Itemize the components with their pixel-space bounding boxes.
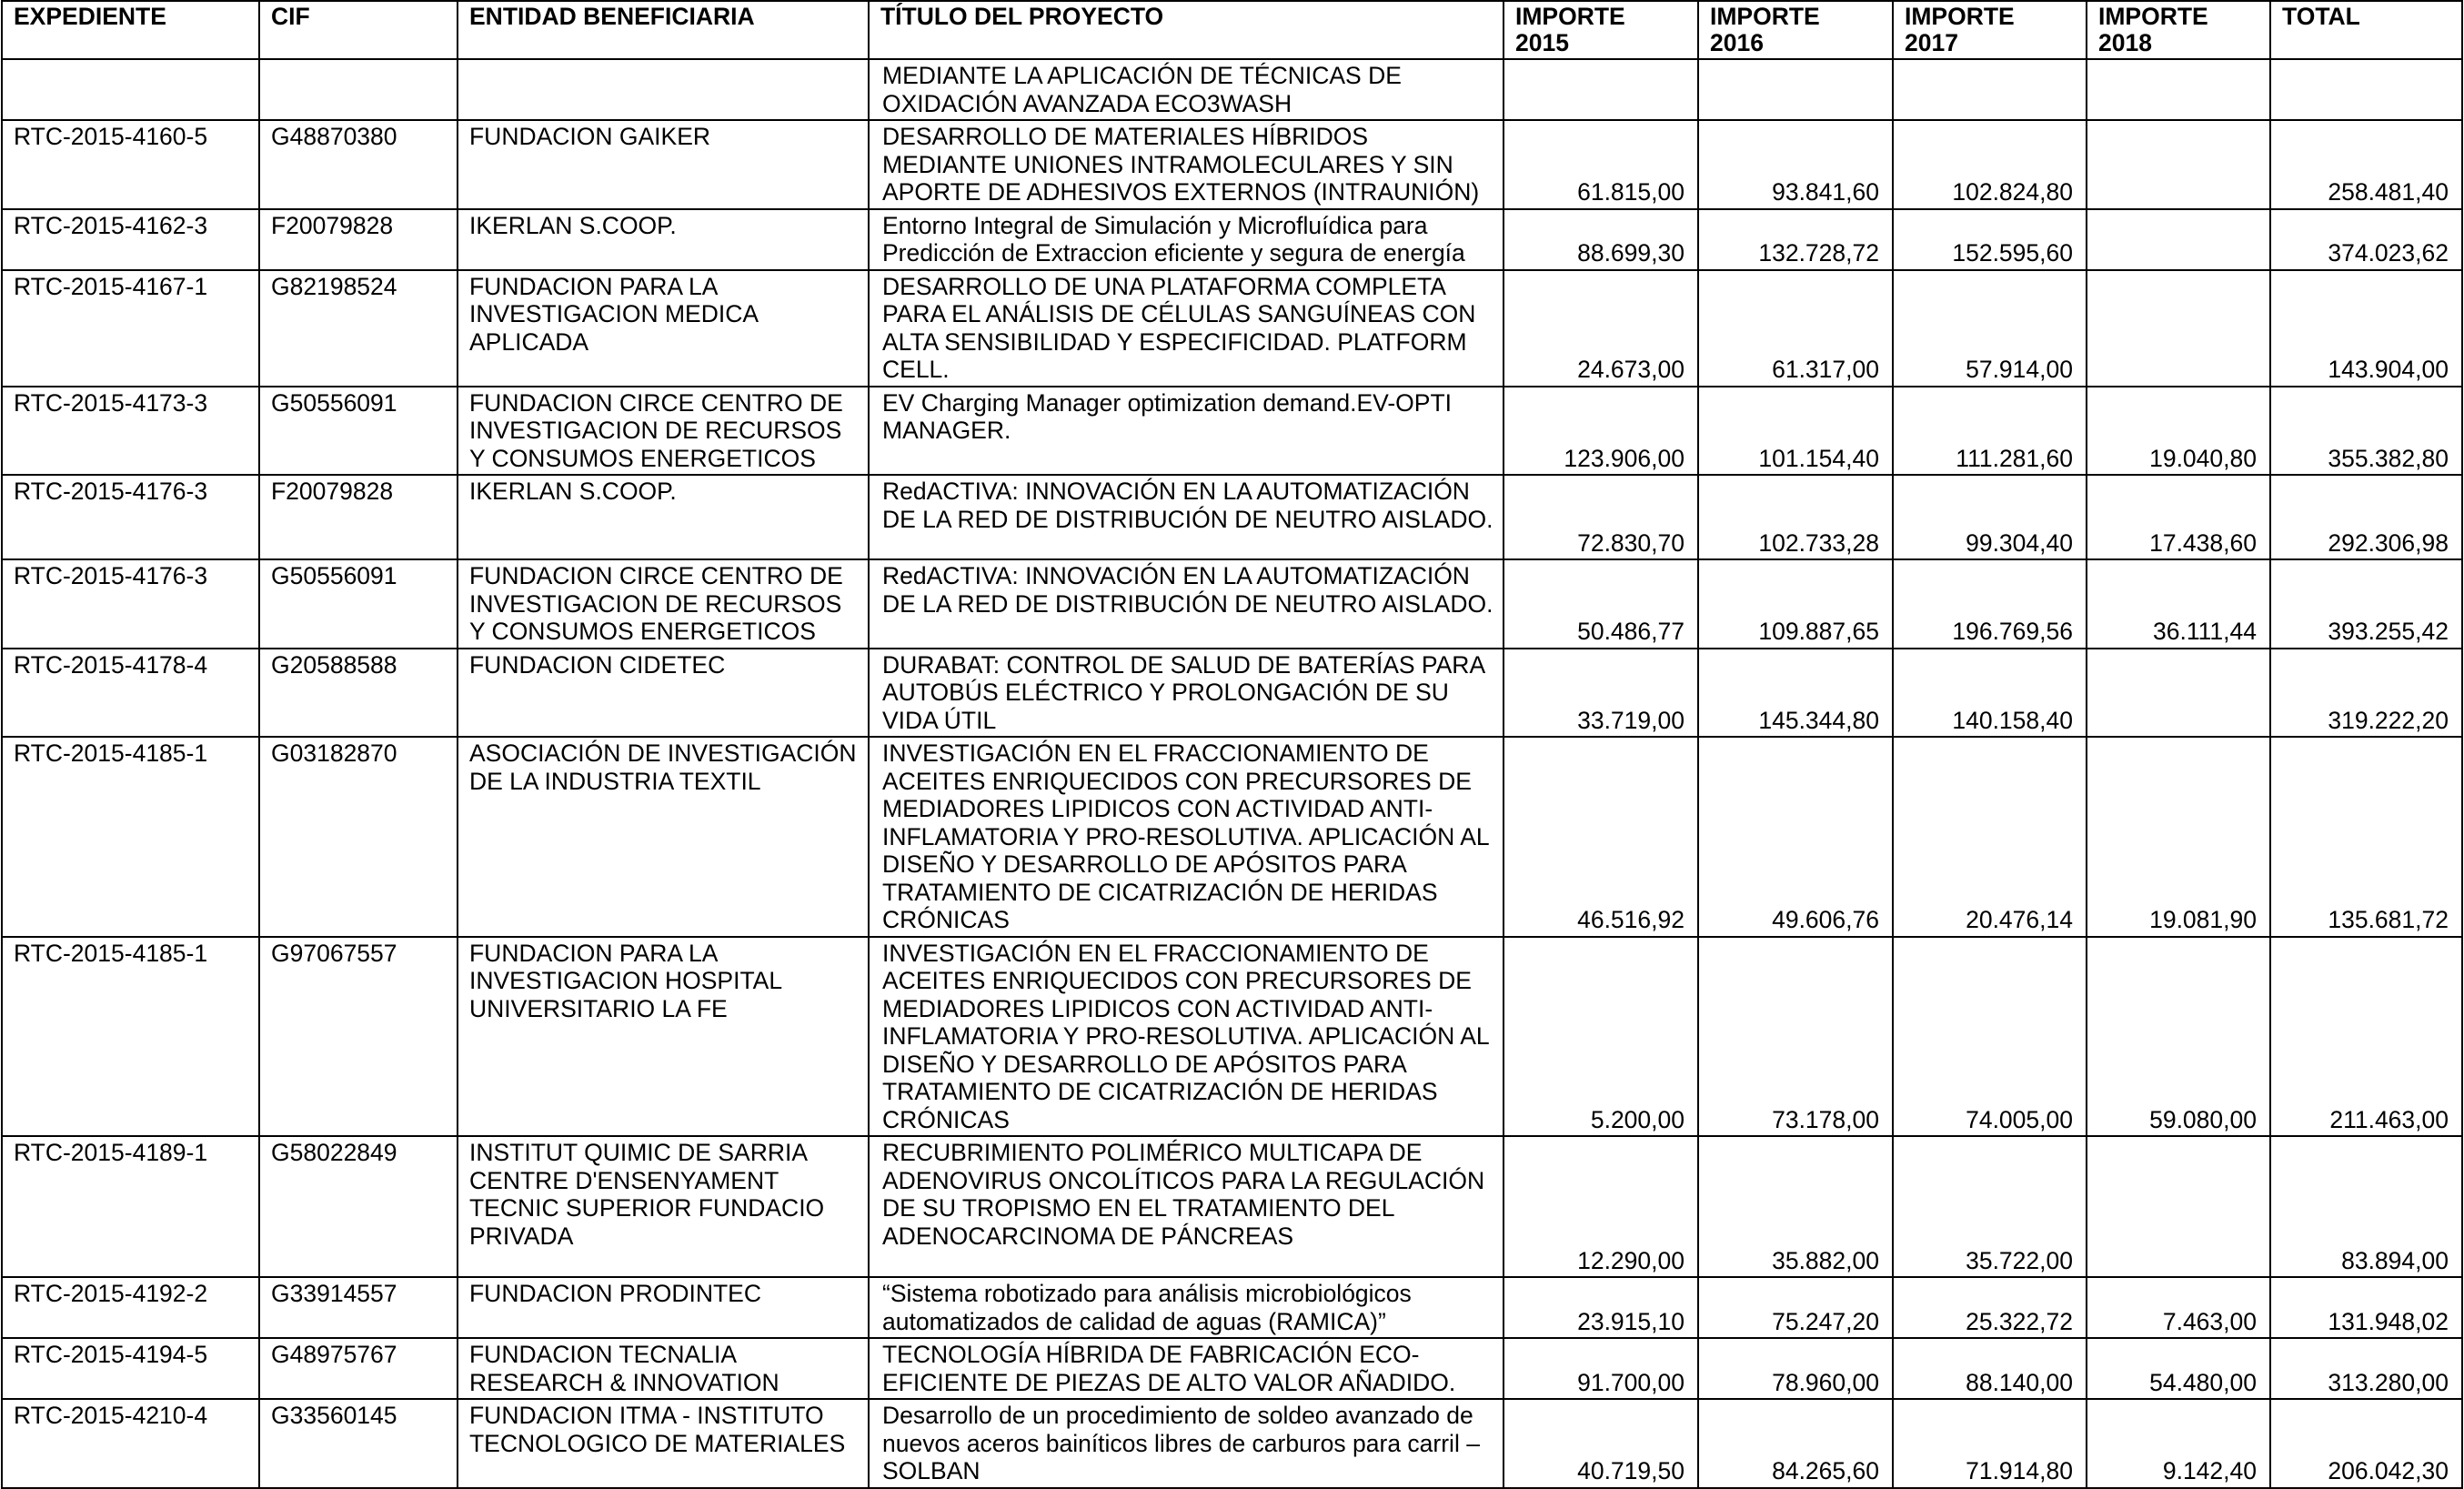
header-importe-2018 xyxy=(2087,1,2270,59)
cell-entidad: ASOCIACIÓN DE INVESTIGACIÓN DE LA INDUSTRIA TEXTIL xyxy=(458,737,869,937)
table-row xyxy=(2,559,2462,649)
cell-importe-2018 xyxy=(2087,270,2270,387)
header-cif: CIF xyxy=(259,1,458,59)
cell-importe-2016 xyxy=(1698,59,1893,120)
cell-importe-2016: 49.606,76 xyxy=(1698,737,1893,937)
cell-cif xyxy=(259,59,458,120)
cell-importe-2015: 46.516,92 xyxy=(1504,737,1698,937)
cell-importe-2018 xyxy=(2087,1136,2270,1277)
table-row xyxy=(2,1399,2462,1488)
cell-importe-2018: 19.081,90 xyxy=(2087,737,2270,937)
cell-importe-2016: 84.265,60 xyxy=(1698,1399,1893,1488)
table-row xyxy=(2,59,2462,120)
table-row xyxy=(2,1277,2462,1338)
cell-expediente: RTC-2015-4189-1 xyxy=(2,1136,259,1277)
cell-cif: G33914557 xyxy=(259,1277,458,1338)
cell-importe-2015: 40.719,50 xyxy=(1504,1399,1698,1488)
cell-total: 211.463,00 xyxy=(2270,937,2462,1137)
cell-importe-2017: 99.304,40 xyxy=(1893,475,2087,559)
header-importe-2016 xyxy=(1698,1,1893,59)
cell-entidad: INSTITUT QUIMIC DE SARRIA CENTRE D'ENSENYAMENT TECNIC SUPERIOR FUNDACIO PRIVADA xyxy=(458,1136,869,1277)
cell-titulo: RedACTIVA: INNOVACIÓN EN LA AUTOMATIZACIÓN DE LA RED DE DISTRIBUCIÓN DE NEUTRO AISLADO. xyxy=(869,559,1504,649)
cell-total xyxy=(2270,59,2462,120)
cell-expediente: RTC-2015-4160-5 xyxy=(2,120,259,209)
table-row xyxy=(2,737,2462,937)
cell-total: 143.904,00 xyxy=(2270,270,2462,387)
cell-importe-2016: 132.728,72 xyxy=(1698,209,1893,270)
cell-importe-2015: 91.700,00 xyxy=(1504,1338,1698,1399)
cell-titulo: RedACTIVA: INNOVACIÓN EN LA AUTOMATIZACIÓN DE LA RED DE DISTRIBUCIÓN DE NEUTRO AISLADO. xyxy=(869,475,1504,559)
cell-expediente: RTC-2015-4178-4 xyxy=(2,649,259,738)
header-importe-2015 xyxy=(1504,1,1698,59)
cell-importe-2018 xyxy=(2087,649,2270,738)
table-body xyxy=(2,59,2462,1488)
cell-importe-2016: 109.887,65 xyxy=(1698,559,1893,649)
table-row xyxy=(2,120,2462,209)
cell-entidad: FUNDACION GAIKER xyxy=(458,120,869,209)
cell-importe-2017 xyxy=(1893,59,2087,120)
cell-importe-2015: 72.830,70 xyxy=(1504,475,1698,559)
cell-importe-2018: 36.111,44 xyxy=(2087,559,2270,649)
cell-expediente: RTC-2015-4173-3 xyxy=(2,387,259,476)
cell-importe-2018: 59.080,00 xyxy=(2087,937,2270,1137)
cell-titulo: INVESTIGACIÓN EN EL FRACCIONAMIENTO DE ACEITES ENRIQUECIDOS CON PRECURSORES DE MEDIADORES LIPIDICOS CON ACTIVIDAD ANTI-INFLAMATORIA Y PRO-RESOLUTIVA. APLICACIÓN AL DISEÑO Y DESARROLLO DE APÓSITOS PARA TRATAMIENTO DE CICATRIZACIÓN DE HERIDAS CRÓNICAS xyxy=(869,737,1504,937)
cell-cif: G50556091 xyxy=(259,387,458,476)
cell-total: 319.222,20 xyxy=(2270,649,2462,738)
table-row xyxy=(2,387,2462,476)
cell-importe-2017: 25.322,72 xyxy=(1893,1277,2087,1338)
cell-importe-2018: 7.463,00 xyxy=(2087,1277,2270,1338)
header-titulo: TÍTULO DEL PROYECTO xyxy=(869,1,1504,59)
header-importe-2017-year: 2017 xyxy=(1905,29,1958,56)
cell-cif: G58022849 xyxy=(259,1136,458,1277)
cell-importe-2016: 73.178,00 xyxy=(1698,937,1893,1137)
header-importe-2016-year: 2016 xyxy=(1710,29,1764,56)
cell-total: 393.255,42 xyxy=(2270,559,2462,649)
cell-importe-2015: 50.486,77 xyxy=(1504,559,1698,649)
cell-importe-2017: 71.914,80 xyxy=(1893,1399,2087,1488)
cell-total: 206.042,30 xyxy=(2270,1399,2462,1488)
cell-cif: G48870380 xyxy=(259,120,458,209)
cell-cif: G50556091 xyxy=(259,559,458,649)
cell-importe-2015 xyxy=(1504,59,1698,120)
cell-importe-2017: 20.476,14 xyxy=(1893,737,2087,937)
cell-importe-2015: 61.815,00 xyxy=(1504,120,1698,209)
cell-importe-2017: 140.158,40 xyxy=(1893,649,2087,738)
cell-entidad: FUNDACION CIRCE CENTRO DE INVESTIGACION DE RECURSOS Y CONSUMOS ENERGETICOS xyxy=(458,559,869,649)
cell-importe-2018: 9.142,40 xyxy=(2087,1399,2270,1488)
cell-entidad xyxy=(458,59,869,120)
cell-importe-2017: 111.281,60 xyxy=(1893,387,2087,476)
table-row xyxy=(2,649,2462,738)
cell-importe-2016: 61.317,00 xyxy=(1698,270,1893,387)
header-importe-2018-year: 2018 xyxy=(2098,29,2152,56)
cell-importe-2018: 17.438,60 xyxy=(2087,475,2270,559)
cell-cif: G82198524 xyxy=(259,270,458,387)
cell-cif: G48975767 xyxy=(259,1338,458,1399)
cell-importe-2015: 5.200,00 xyxy=(1504,937,1698,1137)
cell-expediente xyxy=(2,59,259,120)
cell-expediente: RTC-2015-4185-1 xyxy=(2,737,259,937)
header-importe-2017 xyxy=(1893,1,2087,59)
table-row xyxy=(2,270,2462,387)
cell-importe-2016: 93.841,60 xyxy=(1698,120,1893,209)
cell-titulo: RECUBRIMIENTO POLIMÉRICO MULTICAPA DE ADENOVIRUS ONCOLÍTICOS PARA LA REGULACIÓN DE SU TROPISMO EN EL TRATAMIENTO DEL ADENOCARCINOMA DE PÁNCREAS xyxy=(869,1136,1504,1277)
cell-titulo: MEDIANTE LA APLICACIÓN DE TÉCNICAS DE OXIDACIÓN AVANZADA ECO3WASH xyxy=(869,59,1504,120)
cell-importe-2016: 101.154,40 xyxy=(1698,387,1893,476)
cell-titulo: “Sistema robotizado para análisis microbiológicos automatizados de calidad de aguas (RAMICA)” xyxy=(869,1277,1504,1338)
table-row xyxy=(2,209,2462,270)
cell-importe-2016: 102.733,28 xyxy=(1698,475,1893,559)
cell-importe-2015: 24.673,00 xyxy=(1504,270,1698,387)
header-importe-2015-year: 2015 xyxy=(1515,29,1569,56)
table-row xyxy=(2,937,2462,1137)
header-entidad: ENTIDAD BENEFICIARIA xyxy=(458,1,869,59)
cell-expediente: RTC-2015-4210-4 xyxy=(2,1399,259,1488)
cell-importe-2015: 12.290,00 xyxy=(1504,1136,1698,1277)
cell-importe-2018 xyxy=(2087,209,2270,270)
cell-importe-2015: 123.906,00 xyxy=(1504,387,1698,476)
cell-importe-2017: 35.722,00 xyxy=(1893,1136,2087,1277)
cell-cif: G20588588 xyxy=(259,649,458,738)
cell-titulo: DESARROLLO DE UNA PLATAFORMA COMPLETA PARA EL ANÁLISIS DE CÉLULAS SANGUÍNEAS CON ALTA SENSIBILIDAD Y ESPECIFICIDAD. PLATFORM CELL. xyxy=(869,270,1504,387)
cell-expediente: RTC-2015-4176-3 xyxy=(2,559,259,649)
cell-entidad: FUNDACION PRODINTEC xyxy=(458,1277,869,1338)
cell-importe-2015: 23.915,10 xyxy=(1504,1277,1698,1338)
cell-total: 313.280,00 xyxy=(2270,1338,2462,1399)
header-importe-2018-label: IMPORTE xyxy=(2098,3,2208,30)
cell-cif: F20079828 xyxy=(259,475,458,559)
cell-importe-2015: 88.699,30 xyxy=(1504,209,1698,270)
cell-titulo: DESARROLLO DE MATERIALES HÍBRIDOS MEDIANTE UNIONES INTRAMOLECULARES Y SIN APORTE DE ADHESIVOS EXTERNOS (INTRAUNIÓN) xyxy=(869,120,1504,209)
cell-entidad: FUNDACION CIRCE CENTRO DE INVESTIGACION DE RECURSOS Y CONSUMOS ENERGETICOS xyxy=(458,387,869,476)
cell-expediente: RTC-2015-4192-2 xyxy=(2,1277,259,1338)
cell-titulo: Desarrollo de un procedimiento de soldeo avanzado de nuevos aceros bainíticos libres de carburos para carril – SOLBAN xyxy=(869,1399,1504,1488)
cell-cif: G33560145 xyxy=(259,1399,458,1488)
cell-importe-2016: 75.247,20 xyxy=(1698,1277,1893,1338)
cell-titulo: EV Charging Manager optimization demand.EV-OPTI MANAGER. xyxy=(869,387,1504,476)
cell-importe-2016: 35.882,00 xyxy=(1698,1136,1893,1277)
cell-entidad: FUNDACION PARA LA INVESTIGACION MEDICA APLICADA xyxy=(458,270,869,387)
cell-cif: F20079828 xyxy=(259,209,458,270)
cell-titulo: TECNOLOGÍA HÍBRIDA DE FABRICACIÓN ECO-EFICIENTE DE PIEZAS DE ALTO VALOR AÑADIDO. xyxy=(869,1338,1504,1399)
table-row xyxy=(2,1338,2462,1399)
header-expediente: EXPEDIENTE xyxy=(2,1,259,59)
cell-total: 374.023,62 xyxy=(2270,209,2462,270)
cell-total: 135.681,72 xyxy=(2270,737,2462,937)
header-importe-2017-label: IMPORTE xyxy=(1905,3,2015,30)
cell-expediente: RTC-2015-4185-1 xyxy=(2,937,259,1137)
cell-importe-2017: 57.914,00 xyxy=(1893,270,2087,387)
cell-importe-2018: 19.040,80 xyxy=(2087,387,2270,476)
cell-importe-2017: 152.595,60 xyxy=(1893,209,2087,270)
header-row xyxy=(2,1,2462,59)
cell-importe-2017: 74.005,00 xyxy=(1893,937,2087,1137)
cell-importe-2017: 88.140,00 xyxy=(1893,1338,2087,1399)
cell-expediente: RTC-2015-4194-5 xyxy=(2,1338,259,1399)
header-total: TOTAL xyxy=(2270,1,2462,59)
cell-titulo: INVESTIGACIÓN EN EL FRACCIONAMIENTO DE ACEITES ENRIQUECIDOS CON PRECURSORES DE MEDIADORES LIPIDICOS CON ACTIVIDAD ANTI-INFLAMATORIA Y PRO-RESOLUTIVA. APLICACIÓN AL DISEÑO Y DESARROLLO DE APÓSITOS PARA TRATAMIENTO DE CICATRIZACIÓN DE HERIDAS CRÓNICAS xyxy=(869,937,1504,1137)
cell-entidad: FUNDACION CIDETEC xyxy=(458,649,869,738)
cell-entidad: IKERLAN S.COOP. xyxy=(458,209,869,270)
cell-importe-2016: 78.960,00 xyxy=(1698,1338,1893,1399)
cell-cif: G03182870 xyxy=(259,737,458,937)
cell-total: 258.481,40 xyxy=(2270,120,2462,209)
cell-importe-2017: 196.769,56 xyxy=(1893,559,2087,649)
cell-entidad: FUNDACION ITMA - INSTITUTO TECNOLOGICO DE MATERIALES xyxy=(458,1399,869,1488)
table-row xyxy=(2,1136,2462,1277)
cell-total: 355.382,80 xyxy=(2270,387,2462,476)
grants-table xyxy=(1,0,2463,1489)
cell-importe-2018 xyxy=(2087,120,2270,209)
cell-titulo: Entorno Integral de Simulación y Microfluídica para Predicción de Extraccion eficiente y segura de energía xyxy=(869,209,1504,270)
cell-entidad: FUNDACION TECNALIA RESEARCH & INNOVATION xyxy=(458,1338,869,1399)
cell-total: 83.894,00 xyxy=(2270,1136,2462,1277)
table-header xyxy=(2,1,2462,59)
cell-entidad: FUNDACION PARA LA INVESTIGACION HOSPITAL UNIVERSITARIO LA FE xyxy=(458,937,869,1137)
cell-importe-2015: 33.719,00 xyxy=(1504,649,1698,738)
table-row xyxy=(2,475,2462,559)
header-importe-2015-label: IMPORTE xyxy=(1515,3,1625,30)
cell-expediente: RTC-2015-4167-1 xyxy=(2,270,259,387)
cell-importe-2018 xyxy=(2087,59,2270,120)
cell-total: 292.306,98 xyxy=(2270,475,2462,559)
cell-importe-2016: 145.344,80 xyxy=(1698,649,1893,738)
cell-entidad: IKERLAN S.COOP. xyxy=(458,475,869,559)
cell-cif: G97067557 xyxy=(259,937,458,1137)
cell-importe-2017: 102.824,80 xyxy=(1893,120,2087,209)
cell-titulo: DURABAT: CONTROL DE SALUD DE BATERÍAS PARA AUTOBÚS ELÉCTRICO Y PROLONGACIÓN DE SU VIDA ÚTIL xyxy=(869,649,1504,738)
header-importe-2016-label: IMPORTE xyxy=(1710,3,1820,30)
cell-total: 131.948,02 xyxy=(2270,1277,2462,1338)
cell-importe-2018: 54.480,00 xyxy=(2087,1338,2270,1399)
cell-expediente: RTC-2015-4162-3 xyxy=(2,209,259,270)
cell-expediente: RTC-2015-4176-3 xyxy=(2,475,259,559)
